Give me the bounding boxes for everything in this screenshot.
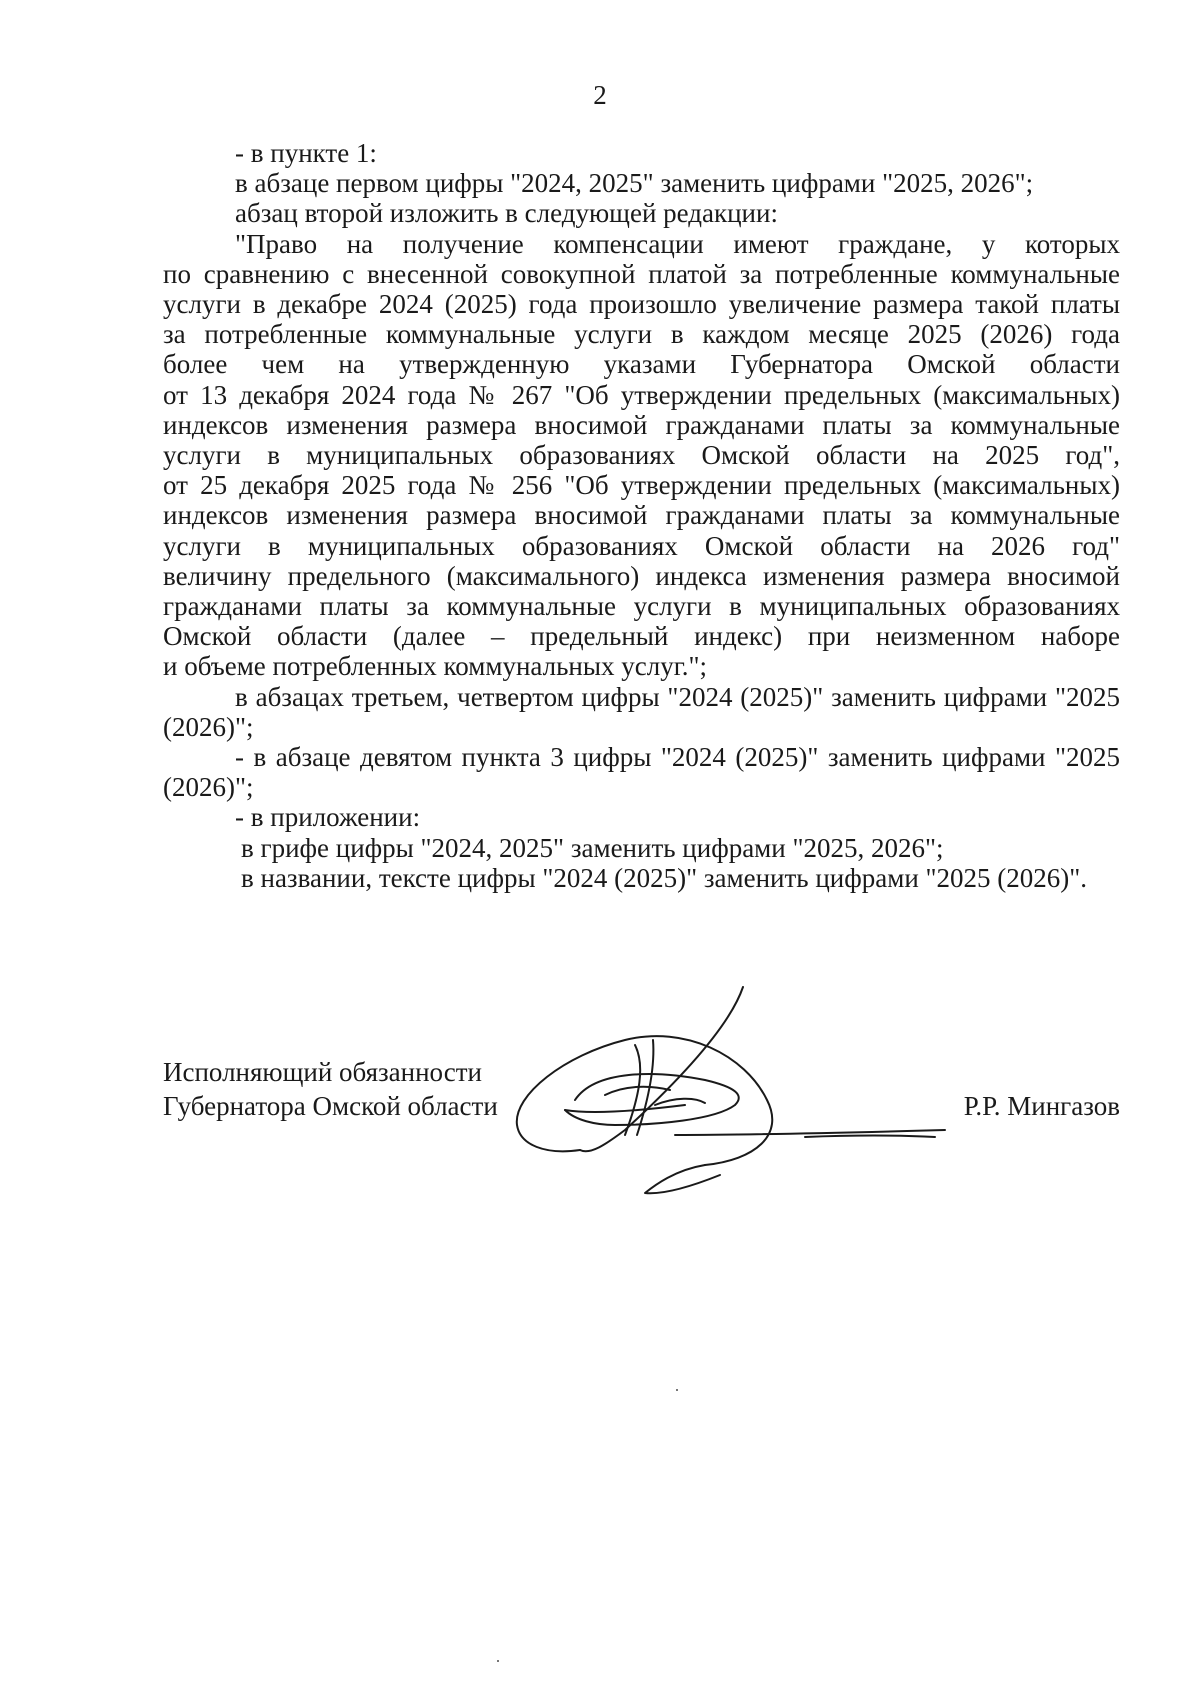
amendment-appendix-stamp: в грифе цифры "2024, 2025" заменить цифрами "2025, 2026"; xyxy=(241,832,944,863)
scan-speck xyxy=(676,1389,678,1391)
quoted-text-line: индексов изменения размера вносимой гражданами платы за коммунальные xyxy=(163,409,1120,440)
quoted-text-line: от 13 декабря 2024 года № 267 "Об утверждении предельных (максимальных) xyxy=(163,379,1120,410)
amendment-item-1-paragraphs-3-4: в абзацах третьем, четвертом цифры "2024 (2025)" заменить цифрами "2025 (2026)"; xyxy=(163,681,1120,742)
signer-name: Р.Р. Мингазов xyxy=(963,1091,1120,1121)
quoted-text-line: более чем на утвержденную указами Губернатора Омской области xyxy=(163,349,1120,380)
quoted-text-line: "Право на получение компенсации имеют граждане, у которых xyxy=(235,228,1120,259)
amendment-item-1-paragraph-2-intro: абзац второй изложить в следующей редакции: xyxy=(235,198,778,229)
quoted-text-line: гражданами платы за коммунальные услуги в муниципальных образованиях xyxy=(163,591,1120,622)
quoted-text-line: за потребленные коммунальные услуги в каждом месяце 2025 (2026) года xyxy=(163,319,1120,350)
amendment-item-1-paragraph-1: в абзаце первом цифры "2024, 2025" заменить цифрами "2025, 2026"; xyxy=(235,168,1034,199)
signer-position xyxy=(163,1055,498,1123)
quoted-text-line: величину предельного (максимального) индекса изменения размера вносимой xyxy=(163,560,1120,591)
quoted-text-line: по сравнению с внесенной совокупной платой за потребленные коммунальные xyxy=(163,258,1120,289)
quoted-text-line: Омской области (далее – предельный индекс) при неизменном наборе xyxy=(163,621,1120,652)
signer-position-line-1: Исполняющий обязанности xyxy=(163,1057,482,1087)
quoted-text-line: услуги в муниципальных образованиях Омской области на 2026 год" xyxy=(163,530,1120,561)
quoted-text-line: индексов изменения размера вносимой гражданами платы за коммунальные xyxy=(163,500,1120,531)
quoted-text-line: услуги в муниципальных образованиях Омской области на 2025 год", xyxy=(163,440,1120,471)
quoted-text-line: от 25 декабря 2025 года № 256 "Об утверждении предельных (максимальных) xyxy=(163,470,1120,501)
page-number: 2 xyxy=(593,80,607,110)
amendment-item-3: - в абзаце девятом пункта 3 цифры "2024 (2025)" заменить цифрами "2025 (2026)"; xyxy=(163,742,1120,803)
quoted-text-line: и объеме потребленных коммунальных услуг."; xyxy=(163,651,708,682)
handwritten-signature-icon xyxy=(505,985,965,1200)
quoted-new-text xyxy=(163,229,1120,682)
signer-position-line-2: Губернатора Омской области xyxy=(163,1091,498,1121)
amendment-item-1-intro: - в пункте 1: xyxy=(235,138,377,168)
amendment-appendix-intro: - в приложении: xyxy=(235,802,421,833)
quoted-text-line: услуги в декабре 2024 (2025) года произошло увеличение размера такой платы xyxy=(163,289,1120,320)
scan-speck xyxy=(497,1660,499,1662)
document-body xyxy=(163,138,1120,893)
amendment-appendix-title-text: в названии, тексте цифры "2024 (2025)" заменить цифрами "2025 (2026)". xyxy=(241,862,1088,893)
